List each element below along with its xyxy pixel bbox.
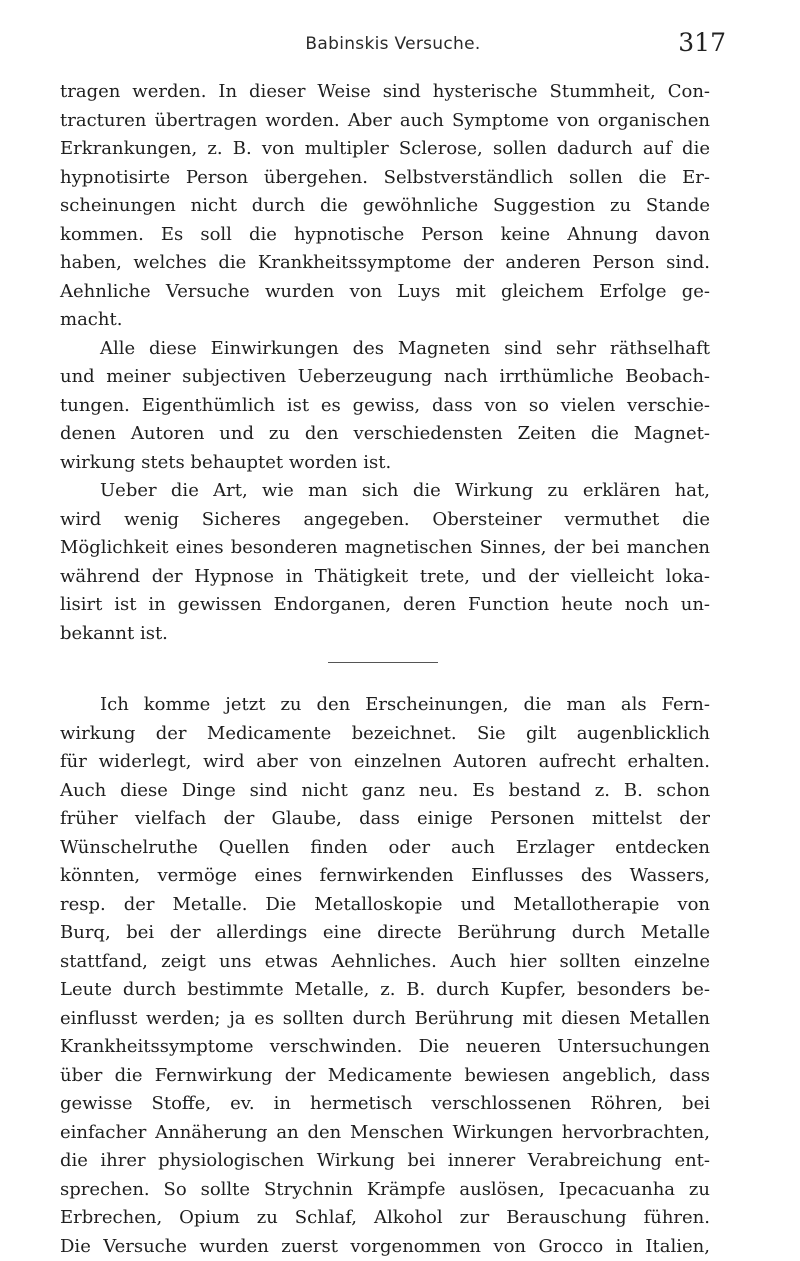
- running-head: [60, 30, 726, 62]
- running-title: Babinskis Versuche.: [60, 34, 726, 54]
- text-line: während der Hypnose in Thätigkeit trete, und der vielleicht loka-: [60, 563, 710, 592]
- text-line: stattfand, zeigt uns etwas Aehnliches. Auch hier sollten einzelne: [60, 948, 710, 977]
- text-line: wirkung stets behauptet worden ist.: [60, 449, 710, 478]
- paragraph-4: [60, 691, 710, 1261]
- text-line: tungen. Eigenthümlich ist es gewiss, dass von so vielen verschie-: [60, 392, 710, 421]
- text-line: Auch diese Dinge sind nicht ganz neu. Es bestand z. B. schon: [60, 777, 710, 806]
- text-line: wirkung der Medicamente bezeichnet. Sie gilt augenblicklich: [60, 720, 710, 749]
- text-line: scheinungen nicht durch die gewöhnliche Suggestion zu Stande: [60, 192, 710, 221]
- text-line: für widerlegt, wird aber von einzelnen Autoren aufrecht erhalten.: [60, 748, 710, 777]
- text-line: Wünschelruthe Quellen finden oder auch Erzlager entdecken: [60, 834, 710, 863]
- text-line: Alle diese Einwirkungen des Magneten sind sehr räthselhaft: [60, 335, 710, 364]
- paragraph-3: [60, 477, 710, 648]
- text-line: lisirt ist in gewissen Endorganen, deren Function heute noch un-: [60, 591, 710, 620]
- text-line: hypnotisirte Person übergehen. Selbstverständlich sollen die Er-: [60, 164, 710, 193]
- text-line: einfacher Annäherung an den Menschen Wirkungen hervorbrachten,: [60, 1119, 710, 1148]
- text-line: Die Versuche wurden zuerst vorgenommen von Grocco in Italien,: [60, 1233, 710, 1261]
- text-line: Erbrechen, Opium zu Schlaf, Alkohol zur Berauschung führen.: [60, 1204, 710, 1233]
- text-line: Krankheitssymptome verschwinden. Die neueren Untersuchungen: [60, 1033, 710, 1062]
- text-line: Burq, bei der allerdings eine directe Berührung durch Metalle: [60, 919, 710, 948]
- paragraph-1: [60, 78, 710, 335]
- text-line: über die Fernwirkung der Medicamente bewiesen angeblich, dass: [60, 1062, 710, 1091]
- text-line: Ich komme jetzt zu den Erscheinungen, die man als Fern-: [60, 691, 710, 720]
- text-line: einflusst werden; ja es sollten durch Berührung mit diesen Metallen: [60, 1005, 710, 1034]
- body-text: [60, 78, 710, 1261]
- text-line: Erkrankungen, z. B. von multipler Sclerose, sollen dadurch auf die: [60, 135, 710, 164]
- text-line: wird wenig Sicheres angegeben. Obersteiner vermuthet die: [60, 506, 710, 535]
- section-divider: [328, 662, 438, 663]
- text-line: früher vielfach der Glaube, dass einige Personen mittelst der: [60, 805, 710, 834]
- text-line: macht.: [60, 306, 710, 335]
- text-line: könnten, vermöge eines fernwirkenden Einflusses des Wassers,: [60, 862, 710, 891]
- text-line: kommen. Es soll die hypnotische Person keine Ahnung davon: [60, 221, 710, 250]
- text-line: denen Autoren und zu den verschiedensten Zeiten die Magnet-: [60, 420, 710, 449]
- text-line: Aehnliche Versuche wurden von Luys mit gleichem Erfolge ge-: [60, 278, 710, 307]
- paragraph-2: [60, 335, 710, 478]
- text-line: und meiner subjectiven Ueberzeugung nach irrthümliche Beobach-: [60, 363, 710, 392]
- text-line: Ueber die Art, wie man sich die Wirkung zu erklären hat,: [60, 477, 710, 506]
- text-line: Möglichkeit eines besonderen magnetischen Sinnes, der bei manchen: [60, 534, 710, 563]
- text-line: gewisse Stoffe, ev. in hermetisch verschlossenen Röhren, bei: [60, 1090, 710, 1119]
- text-line: tracturen übertragen worden. Aber auch Symptome von organischen: [60, 107, 710, 136]
- text-line: haben, welches die Krankheitssymptome der anderen Person sind.: [60, 249, 710, 278]
- text-line: Leute durch bestimmte Metalle, z. B. durch Kupfer, besonders be-: [60, 976, 710, 1005]
- text-line: die ihrer physiologischen Wirkung bei innerer Verabreichung ent-: [60, 1147, 710, 1176]
- text-line: sprechen. So sollte Strychnin Krämpfe auslösen, Ipecacuanha zu: [60, 1176, 710, 1205]
- text-line: bekannt ist.: [60, 620, 710, 649]
- page-number: 317: [678, 28, 726, 57]
- text-line: resp. der Metalle. Die Metalloskopie und Metallotherapie von: [60, 891, 710, 920]
- text-line: tragen werden. In dieser Weise sind hysterische Stummheit, Con-: [60, 78, 710, 107]
